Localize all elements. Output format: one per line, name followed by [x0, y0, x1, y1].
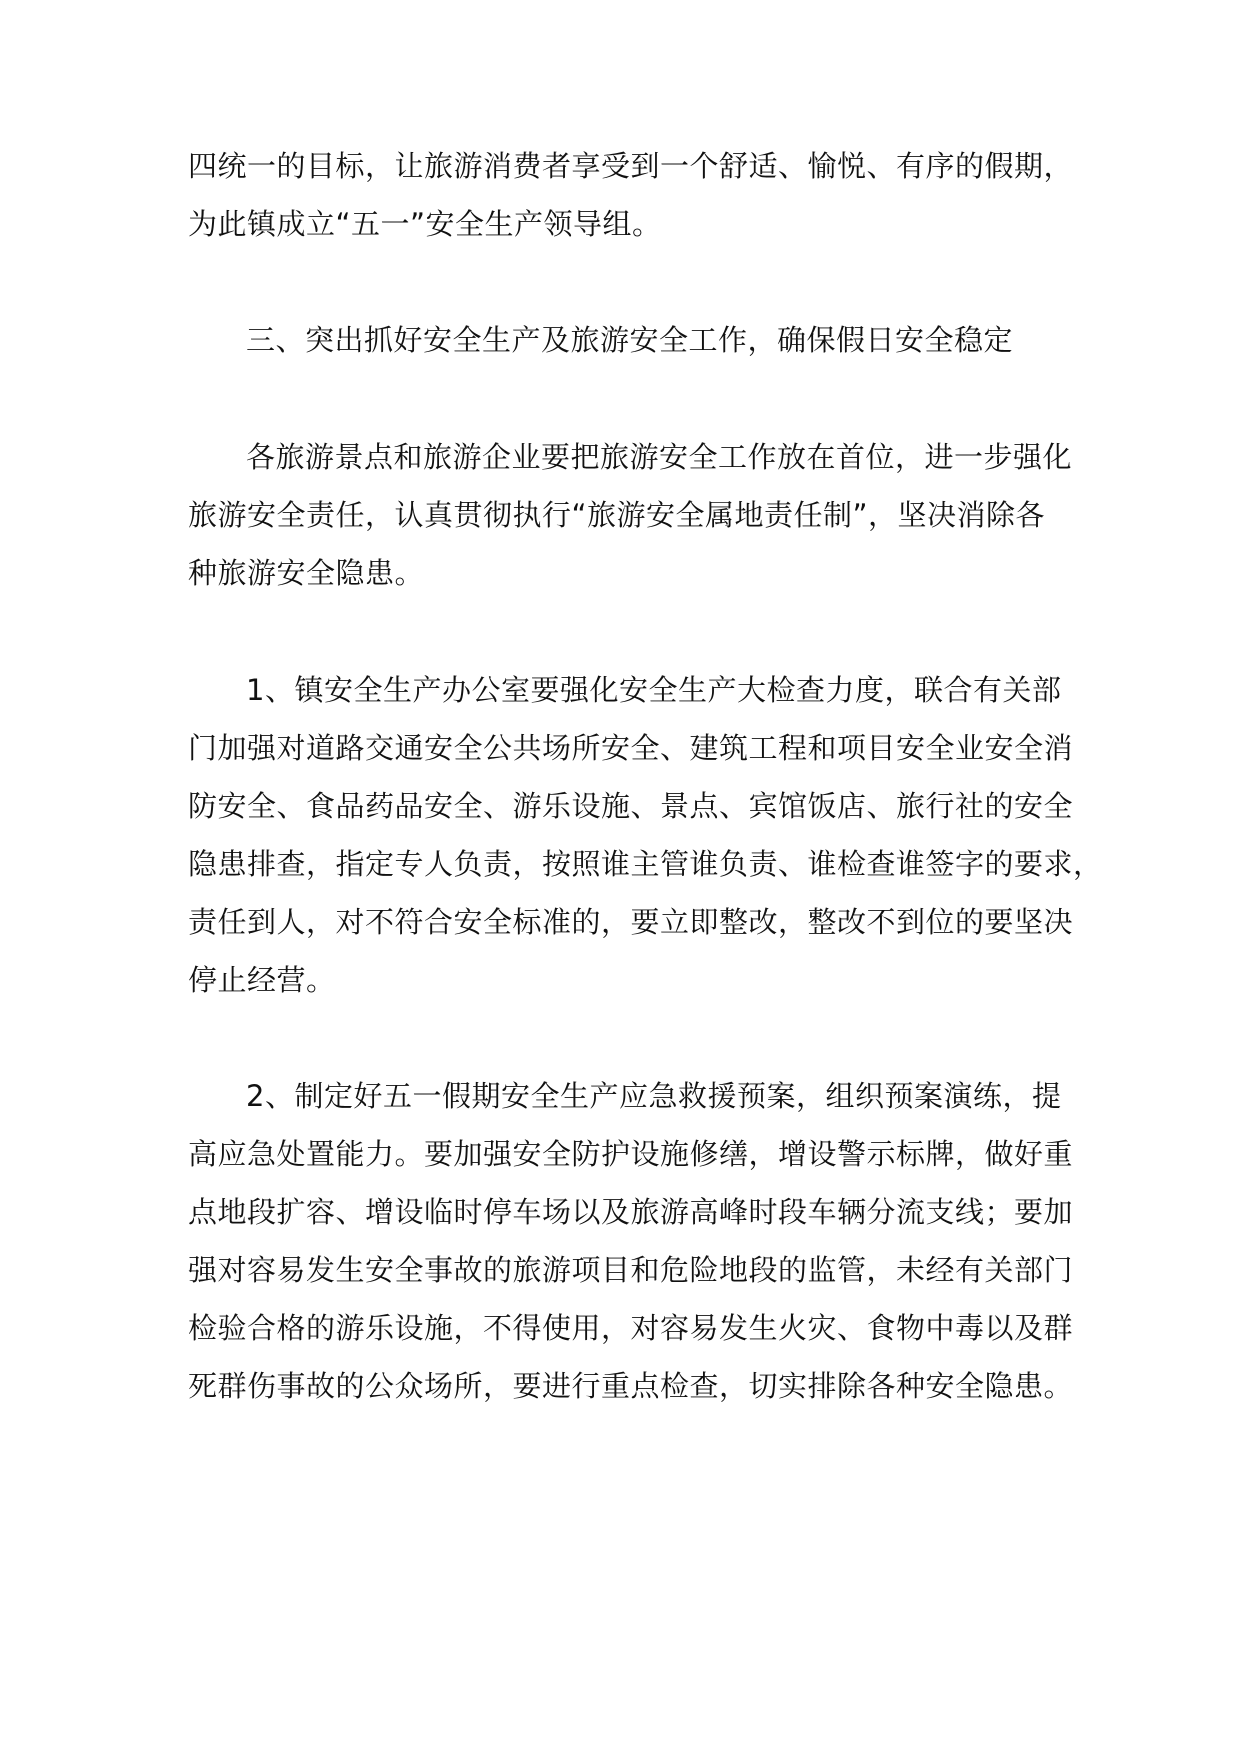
text-line: 高应急处置能力。要加强安全防护设施修缮，增设警示标牌，做好重 — [188, 1137, 1074, 1171]
text-line: 强对容易发生安全事故的旅游项目和危险地段的监管，未经有关部门 — [188, 1253, 1074, 1287]
text-line: 责任到人，对不符合安全标准的，要立即整改，整改不到位的要坚决 — [188, 905, 1074, 939]
text-line: 点地段扩容、增设临时停车场以及旅游高峰时段车辆分流支线；要加 — [188, 1195, 1074, 1229]
text-line: 死群伤事故的公众场所，要进行重点检查，切实排除各种安全隐患。 — [188, 1369, 1074, 1403]
text-line: 种旅游安全隐患。 — [188, 556, 425, 590]
text-line: 为此镇成立“五一”安全生产领导组。 — [188, 207, 662, 241]
text-line: 1、镇安全生产办公室要强化安全生产大检查力度，联合有关部 — [246, 673, 1062, 707]
text-line: 2、制定好五一假期安全生产应急救援预案，组织预案演练，提 — [246, 1079, 1062, 1113]
text-line: 旅游安全责任，认真贯彻执行“旅游安全属地责任制”，坚决消除各 — [188, 498, 1046, 532]
text-line: 检验合格的游乐设施，不得使用，对容易发生火灾、食物中毒以及群 — [188, 1311, 1074, 1345]
text-line: 停止经营。 — [188, 963, 336, 997]
text-line: 各旅游景点和旅游企业要把旅游安全工作放在首位，进一步强化 — [246, 440, 1073, 474]
text-line: 门加强对道路交通安全公共场所安全、建筑工程和项目安全业安全消 — [188, 731, 1074, 765]
text-line: 四统一的目标，让旅游消费者享受到一个舒适、愉悦、有序的假期， — [188, 149, 1074, 183]
text-line: 防安全、食品药品安全、游乐设施、景点、宾馆饭店、旅行社的安全 — [188, 789, 1074, 823]
heading-line: 三、突出抓好安全生产及旅游安全工作，确保假日安全稳定 — [246, 323, 1014, 357]
text-line: 隐患排查，指定专人负责，按照谁主管谁负责、谁检查谁签字的要求， — [188, 847, 1103, 881]
